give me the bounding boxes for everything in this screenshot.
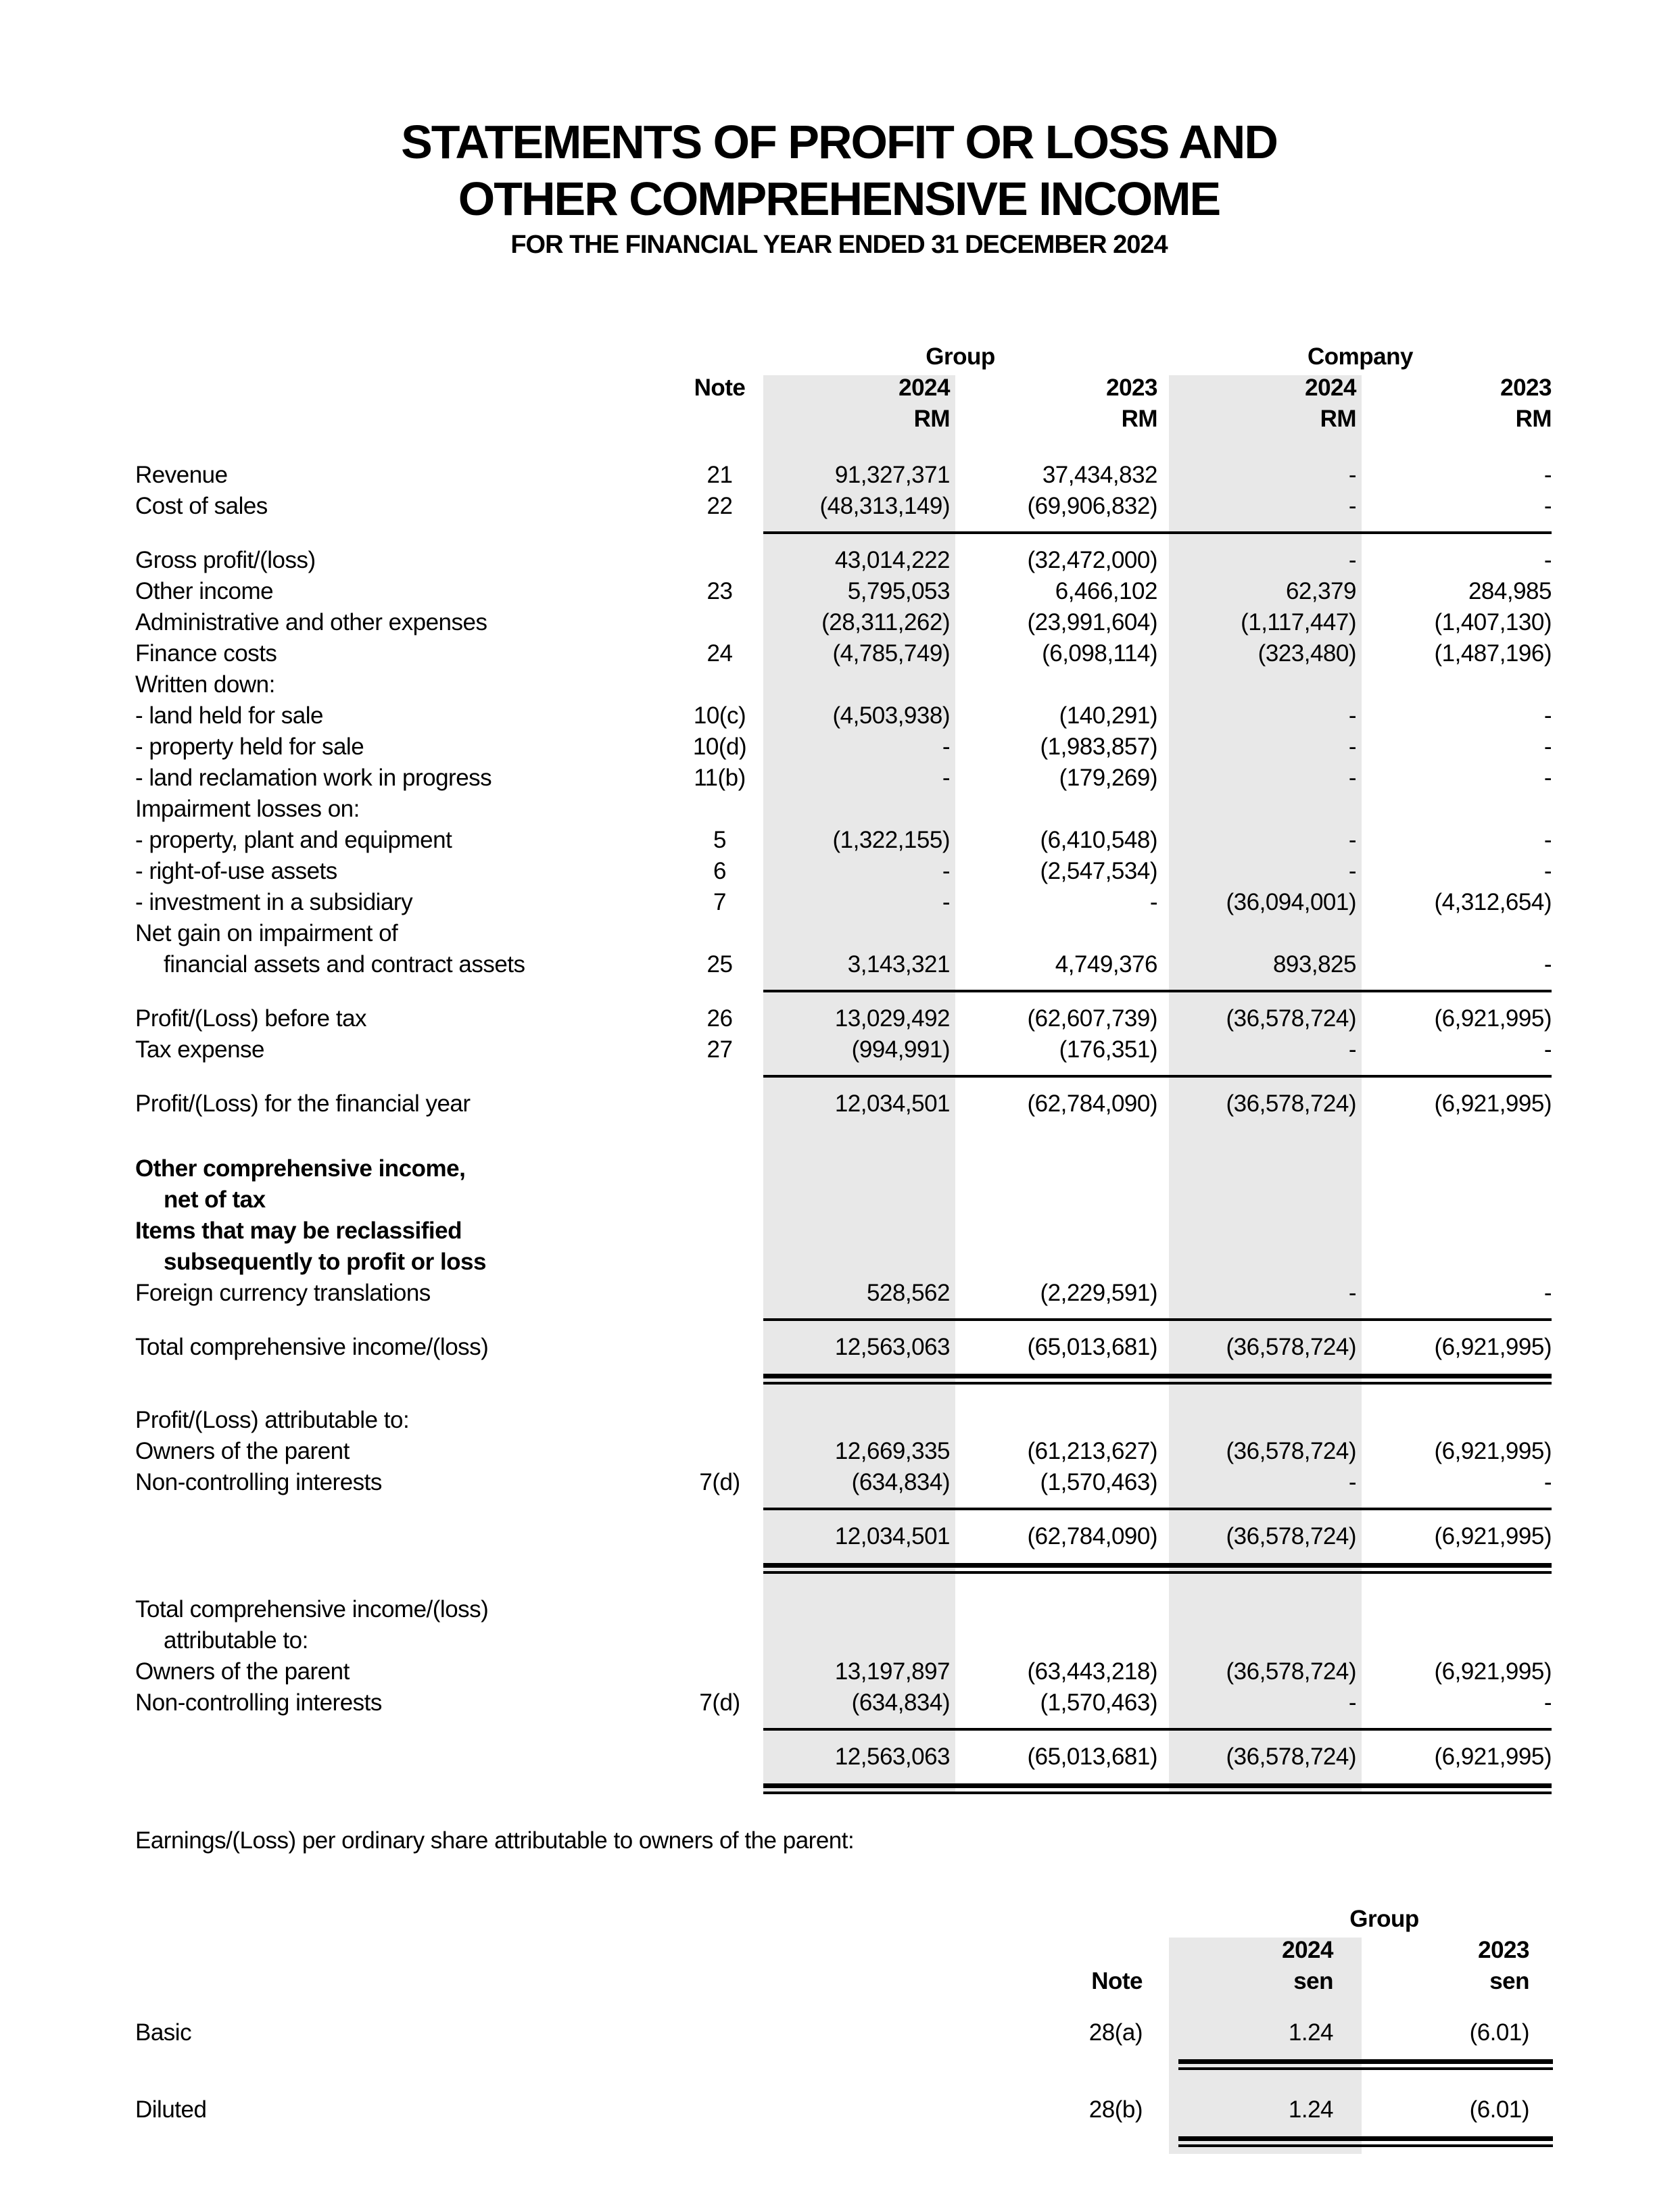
row-note: 21 <box>706 462 733 488</box>
title-line1: STATEMENTS OF PROFIT OR LOSS AND <box>401 116 1277 168</box>
rm-label: RM <box>1515 406 1552 432</box>
rule <box>0 1065 1678 1088</box>
cell-company-2023: - <box>1543 702 1552 729</box>
rm-label: RM <box>1320 406 1356 432</box>
row-label: Written down: <box>135 671 275 698</box>
cell-group-2024: (994,991) <box>851 1036 950 1063</box>
table-row <box>0 825 1678 856</box>
cell-company-2023: (6,921,995) <box>1434 1438 1552 1464</box>
table-row <box>0 918 1678 949</box>
table-row <box>0 1687 1678 1718</box>
cell-company-2023: (6,921,995) <box>1434 1744 1552 1770</box>
cell-group-2024: 5,795,053 <box>847 578 950 604</box>
table-row <box>0 1034 1678 1065</box>
cell-group-2023: (65,013,681) <box>1027 1744 1157 1770</box>
row-label: - land held for sale <box>135 702 323 729</box>
cell-group-2023: (1,983,857) <box>1040 734 1157 760</box>
row-label: Profit/(Loss) before tax <box>135 1005 367 1032</box>
eps-group-row <box>0 1904 1678 1935</box>
company-2023-header: 2023 <box>1500 375 1552 401</box>
company-2024-header: 2024 <box>1305 375 1356 401</box>
cell-company-2024: (36,578,724) <box>1226 1005 1356 1032</box>
table-row <box>0 1436 1678 1467</box>
group-2024-header: 2024 <box>898 375 950 401</box>
table-row <box>0 1216 1678 1247</box>
table-row <box>0 669 1678 700</box>
eps-2023-header: 2023 <box>1478 1937 1529 1963</box>
rule <box>0 522 1678 545</box>
row-note: 7(d) <box>699 1469 740 1495</box>
table-row <box>0 1467 1678 1498</box>
cell-company-2023: - <box>1543 734 1552 760</box>
cell-company-2023: - <box>1543 765 1552 791</box>
table-row <box>0 1003 1678 1034</box>
sen-label: sen <box>1293 1968 1333 1994</box>
cell-company-2023: (1,487,196) <box>1434 640 1552 667</box>
eps-intro-text: Earnings/(Loss) per ordinary share attributable to owners of the parent: <box>135 1827 855 1854</box>
row-note: 7 <box>713 889 726 915</box>
header-entity-row <box>0 341 1678 372</box>
cell-company-2023: - <box>1543 462 1552 488</box>
row-label: - right-of-use assets <box>135 858 337 884</box>
cell-group-2024: 43,014,222 <box>834 547 950 573</box>
row-label: Foreign currency translations <box>135 1280 431 1306</box>
cell-group-2023: (32,472,000) <box>1027 547 1157 573</box>
cell-group-2023: (179,269) <box>1059 765 1157 791</box>
cell-company-2024: - <box>1348 734 1356 760</box>
eps-intro <box>0 1825 1678 1856</box>
cell-company-2024: 893,825 <box>1272 951 1356 978</box>
company-header: Company <box>1308 343 1413 370</box>
group-header: Group <box>926 343 995 370</box>
cell-company-2024: - <box>1348 493 1356 519</box>
row-note: 24 <box>706 640 733 667</box>
cell-company-2023: (6,921,995) <box>1434 1005 1552 1032</box>
cell-group-2023: (176,351) <box>1059 1036 1157 1063</box>
cell-group-2024: 528,562 <box>866 1280 950 1306</box>
row-label: Profit/(Loss) attributable to: <box>135 1407 410 1433</box>
row-label: attributable to: <box>164 1627 308 1654</box>
cell-group-2023: (140,291) <box>1059 702 1157 729</box>
cell-group-2024: - <box>942 858 950 884</box>
cell-company-2024: (36,578,724) <box>1226 1090 1356 1117</box>
eps-row-diluted <box>0 2094 1678 2125</box>
cell-company-2024: - <box>1348 1280 1356 1306</box>
cell-company-2024: (36,578,724) <box>1226 1658 1356 1685</box>
row-label: Other income <box>135 578 274 604</box>
eps-2024-header: 2024 <box>1282 1937 1333 1963</box>
cell-group-2023: (2,547,534) <box>1040 858 1157 884</box>
cell-group-2023: 6,466,102 <box>1055 578 1157 604</box>
cell-group-2023: (62,607,739) <box>1027 1005 1157 1032</box>
rule <box>0 980 1678 1003</box>
cell-group-2024: 12,563,063 <box>834 1744 950 1770</box>
cell-group-2024: (634,834) <box>851 1689 950 1716</box>
cell-company-2023: (1,407,130) <box>1434 609 1552 635</box>
cell-company-2024: - <box>1348 1689 1356 1716</box>
double-rule <box>0 2048 1678 2074</box>
cell-group-2023: (2,229,591) <box>1040 1280 1157 1306</box>
row-label: Other comprehensive income, <box>135 1155 466 1182</box>
eps-row-basic <box>0 2017 1678 2048</box>
spacer <box>0 1389 1678 1405</box>
double-rule <box>0 1363 1678 1389</box>
page-title <box>0 114 1678 262</box>
row-note: 28(b) <box>1088 2096 1143 2123</box>
cell-group-2023: 4,749,376 <box>1055 951 1157 978</box>
row-label: Owners of the parent <box>135 1438 350 1464</box>
cell-company-2023: - <box>1543 951 1552 978</box>
table-row <box>0 856 1678 887</box>
cell-group-2024: 12,669,335 <box>834 1438 950 1464</box>
cell-company-2024: (1,117,447) <box>1241 609 1356 635</box>
spacer <box>0 1578 1678 1594</box>
rule <box>0 1498 1678 1521</box>
row-note: 5 <box>713 827 726 853</box>
cell-group-2023: (65,013,681) <box>1027 1334 1157 1360</box>
table-header <box>0 341 1678 435</box>
table-row <box>0 545 1678 576</box>
table-row <box>0 794 1678 825</box>
row-label: Total comprehensive income/(loss) <box>135 1334 489 1360</box>
cell-company-2023: 284,985 <box>1468 578 1552 604</box>
row-note: 26 <box>706 1005 733 1032</box>
cell-company-2023: - <box>1543 827 1552 853</box>
cell-eps-2023: (6.01) <box>1469 2019 1529 2046</box>
cell-group-2024: 12,034,501 <box>834 1523 950 1549</box>
statement-table <box>0 460 1678 1798</box>
spacer <box>0 1856 1678 1904</box>
eps-group-header: Group <box>1349 1906 1419 1932</box>
row-label: Revenue <box>135 462 228 488</box>
row-label: Non-controlling interests <box>135 1689 382 1716</box>
cell-group-2023: (62,784,090) <box>1027 1523 1157 1549</box>
cell-company-2024: - <box>1348 462 1356 488</box>
row-label: Administrative and other expenses <box>135 609 487 635</box>
table-row <box>0 638 1678 669</box>
table-row <box>0 1247 1678 1278</box>
cell-group-2023: (1,570,463) <box>1040 1689 1157 1716</box>
cell-company-2023: - <box>1543 1036 1552 1063</box>
cell-company-2023: - <box>1543 1280 1552 1306</box>
cell-eps-2023: (6.01) <box>1469 2096 1529 2123</box>
table-row <box>0 1594 1678 1625</box>
note-header: Note <box>694 375 746 401</box>
eps-unit-row <box>0 1966 1678 1997</box>
row-note: 22 <box>706 493 733 519</box>
cell-group-2024: (634,834) <box>851 1469 950 1495</box>
row-label: Cost of sales <box>135 493 268 519</box>
table-row <box>0 1405 1678 1436</box>
header-unit-row <box>0 404 1678 435</box>
cell-group-2024: (4,785,749) <box>832 640 950 667</box>
row-label: - investment in a subsidiary <box>135 889 413 915</box>
rm-label: RM <box>913 406 950 432</box>
cell-company-2024: (36,578,724) <box>1226 1744 1356 1770</box>
row-label: Finance costs <box>135 640 277 667</box>
sen-label: sen <box>1489 1968 1529 1994</box>
eps-note-header: Note <box>1091 1968 1143 1994</box>
row-label: - land reclamation work in progress <box>135 765 492 791</box>
cell-group-2023: 37,434,832 <box>1042 462 1157 488</box>
cell-group-2024: - <box>942 889 950 915</box>
table-row <box>0 1741 1678 1773</box>
table-row <box>0 763 1678 794</box>
cell-company-2023: - <box>1543 858 1552 884</box>
cell-company-2024: - <box>1348 858 1356 884</box>
cell-group-2024: 91,327,371 <box>834 462 950 488</box>
double-rule <box>0 1773 1678 1798</box>
cell-company-2023: (4,312,654) <box>1434 889 1552 915</box>
row-note: 6 <box>713 858 726 884</box>
table-row <box>0 491 1678 522</box>
cell-group-2024: 13,197,897 <box>834 1658 950 1685</box>
cell-group-2024: (48,313,149) <box>819 493 950 519</box>
rule <box>0 1309 1678 1332</box>
cell-group-2024: - <box>942 765 950 791</box>
table-row <box>0 1088 1678 1120</box>
table-row <box>0 607 1678 638</box>
rule <box>0 1718 1678 1741</box>
cell-group-2024: - <box>942 734 950 760</box>
cell-company-2023: - <box>1543 1469 1552 1495</box>
cell-group-2024: (28,311,262) <box>821 609 950 635</box>
row-label: Owners of the parent <box>135 1658 350 1685</box>
eps-year-row <box>0 1935 1678 1966</box>
cell-group-2024: 12,034,501 <box>834 1090 950 1117</box>
row-label: Total comprehensive income/(loss) <box>135 1596 489 1622</box>
cell-company-2024: - <box>1348 1036 1356 1063</box>
row-label: - property held for sale <box>135 734 364 760</box>
cell-company-2024: 62,379 <box>1285 578 1356 604</box>
row-note: 23 <box>706 578 733 604</box>
cell-group-2023: (6,410,548) <box>1040 827 1157 853</box>
cell-group-2023: (1,570,463) <box>1040 1469 1157 1495</box>
cell-company-2023: (6,921,995) <box>1434 1090 1552 1117</box>
table-row <box>0 1656 1678 1687</box>
row-label: Profit/(Loss) for the financial year <box>135 1090 471 1117</box>
table-row <box>0 1521 1678 1552</box>
row-label: Non-controlling interests <box>135 1469 382 1495</box>
cell-company-2024: (36,094,001) <box>1226 889 1356 915</box>
table-row <box>0 731 1678 763</box>
cell-group-2023: (23,991,604) <box>1027 609 1157 635</box>
spacer <box>0 1120 1678 1153</box>
double-rule <box>0 2125 1678 2151</box>
cell-company-2024: (323,480) <box>1257 640 1356 667</box>
cell-group-2024: 12,563,063 <box>834 1334 950 1360</box>
table-row <box>0 1625 1678 1656</box>
cell-company-2023: - <box>1543 493 1552 519</box>
cell-company-2024: - <box>1348 547 1356 573</box>
cell-company-2023: - <box>1543 547 1552 573</box>
title-line2: OTHER COMPREHENSIVE INCOME <box>458 172 1220 225</box>
table-row <box>0 1153 1678 1184</box>
spacer <box>0 2074 1678 2094</box>
row-label: Impairment losses on: <box>135 796 360 822</box>
cell-company-2024: - <box>1348 827 1356 853</box>
double-rule <box>0 1552 1678 1578</box>
row-note: 7(d) <box>699 1689 740 1716</box>
cell-group-2023: (61,213,627) <box>1027 1438 1157 1464</box>
title-subtitle: FOR THE FINANCIAL YEAR ENDED 31 DECEMBER 2024 <box>510 231 1168 259</box>
header-year-row <box>0 372 1678 404</box>
cell-group-2024: (4,503,938) <box>832 702 950 729</box>
row-note: 25 <box>706 951 733 978</box>
cell-company-2023: (6,921,995) <box>1434 1334 1552 1360</box>
row-label: Gross profit/(loss) <box>135 547 316 573</box>
cell-eps-2024: 1.24 <box>1288 2096 1333 2123</box>
cell-group-2024: 3,143,321 <box>847 951 950 978</box>
cell-company-2024: (36,578,724) <box>1226 1523 1356 1549</box>
row-note <box>676 607 763 638</box>
cell-company-2023: - <box>1543 1689 1552 1716</box>
cell-group-2023: (62,784,090) <box>1027 1090 1157 1117</box>
cell-group-2024: 13,029,492 <box>834 1005 950 1032</box>
table-row <box>0 700 1678 731</box>
eps-section <box>0 1825 1678 2151</box>
rm-label: RM <box>1121 406 1157 432</box>
row-note: 10(c) <box>693 702 746 729</box>
table-row <box>0 949 1678 980</box>
table-row <box>0 1184 1678 1216</box>
table-row <box>0 460 1678 491</box>
row-note <box>676 545 763 576</box>
row-note: 28(a) <box>1088 2019 1143 2046</box>
table-row <box>0 576 1678 607</box>
cell-eps-2024: 1.24 <box>1288 2019 1333 2046</box>
table-row <box>0 1332 1678 1363</box>
cell-group-2023: (69,906,832) <box>1027 493 1157 519</box>
group-2023-header: 2023 <box>1106 375 1157 401</box>
row-label: subsequently to profit or loss <box>164 1249 486 1275</box>
cell-company-2023: (6,921,995) <box>1434 1523 1552 1549</box>
row-label: Items that may be reclassified <box>135 1218 462 1244</box>
cell-company-2024: - <box>1348 1469 1356 1495</box>
cell-company-2023: (6,921,995) <box>1434 1658 1552 1685</box>
cell-group-2023: (63,443,218) <box>1027 1658 1157 1685</box>
row-note: 10(d) <box>692 734 747 760</box>
table-row <box>0 1278 1678 1309</box>
spacer <box>0 1997 1678 2017</box>
cell-company-2024: (36,578,724) <box>1226 1334 1356 1360</box>
row-label: financial assets and contract assets <box>164 951 525 978</box>
cell-group-2023: (6,098,114) <box>1042 640 1157 667</box>
row-label: - property, plant and equipment <box>135 827 452 853</box>
table-row <box>0 887 1678 918</box>
cell-group-2024: (1,322,155) <box>832 827 950 853</box>
row-note: 11(b) <box>694 765 746 791</box>
row-note: 27 <box>706 1036 733 1063</box>
cell-group-2023: - <box>1149 889 1157 915</box>
cell-company-2024: (36,578,724) <box>1226 1438 1356 1464</box>
row-label: Diluted <box>135 2096 207 2123</box>
cell-company-2024: - <box>1348 765 1356 791</box>
row-label: Net gain on impairment of <box>135 920 398 946</box>
row-label: Tax expense <box>135 1036 265 1063</box>
row-label: net of tax <box>164 1186 266 1213</box>
row-label: Basic <box>135 2019 192 2046</box>
cell-company-2024: - <box>1348 702 1356 729</box>
